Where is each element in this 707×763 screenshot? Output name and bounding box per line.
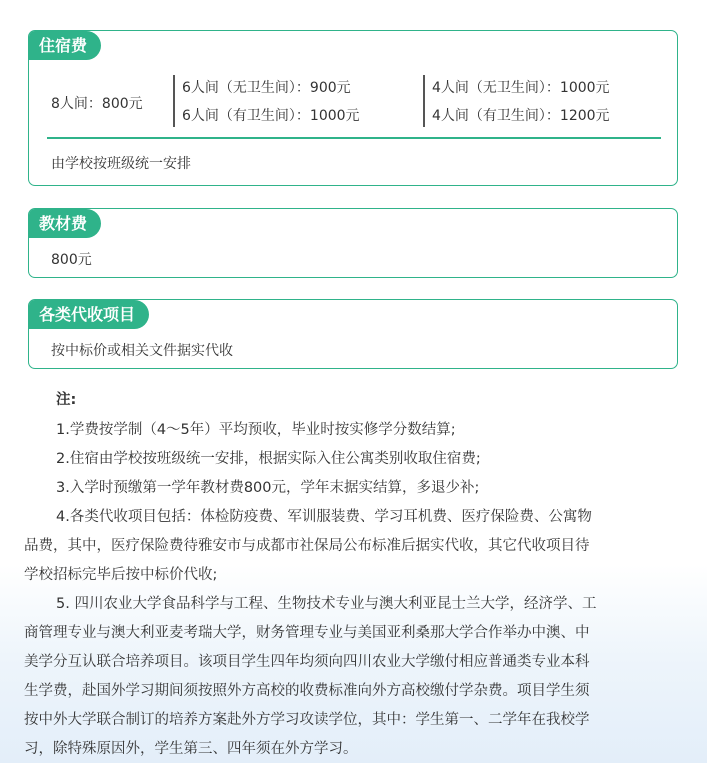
misc-value: 按中标价或相关文件据实代收 bbox=[51, 343, 233, 359]
accommodation-heading: 住宿费 bbox=[29, 31, 101, 60]
note-line: 4.各类代收项目包括：体检防疫费、军训服装费、学习耳机费、医疗保险费、公寓物 bbox=[56, 509, 592, 525]
accommodation-6-person-no-bath: 6人间（无卫生间）：900元 bbox=[182, 80, 351, 96]
note-line: 生学费，赴国外学习期间须按照外方高校的收费标准向外方高校缴付学杂费。项目学生须 bbox=[24, 683, 590, 699]
accommodation-4-person-no-bath: 4人间（无卫生间）：1000元 bbox=[432, 80, 610, 96]
misc-card bbox=[28, 299, 678, 369]
note-line: 品费，其中，医疗保险费待雅安市与成都市社保局公布标准后据实代收，其它代收项目待 bbox=[24, 538, 590, 554]
textbook-value: 800元 bbox=[51, 252, 92, 268]
accommodation-8-person: 8人间：800元 bbox=[51, 96, 143, 112]
divider bbox=[423, 75, 425, 127]
note-line: 按中外大学联合制订的培养方案赴外方学习攻读学位，其中：学生第一、二学年在我校学 bbox=[24, 712, 590, 728]
accommodation-card bbox=[28, 30, 678, 186]
note-line: 习，除特殊原因外，学生第三、四年须在外方学习。 bbox=[24, 741, 358, 757]
divider bbox=[47, 137, 661, 139]
note-line: 美学分互认联合培养项目。该项目学生四年均须向四川农业大学缴付相应普通类专业本科 bbox=[24, 654, 590, 670]
note-line: 1.学费按学制（4～5年）平均预收，毕业时按实修学分数结算; bbox=[56, 422, 456, 438]
accommodation-note: 由学校按班级统一安排 bbox=[51, 156, 191, 172]
note-line: 2.住宿由学校按班级统一安排，根据实际入住公寓类别收取住宿费; bbox=[56, 451, 481, 467]
textbook-card bbox=[28, 208, 678, 278]
note-line: 商管理专业与澳大利亚麦考瑞大学，财务管理专业与美国亚利桑那大学合作举办中澳、中 bbox=[24, 625, 590, 641]
textbook-heading: 教材费 bbox=[29, 209, 101, 238]
note-line: 5. 四川农业大学食品科学与工程、生物技术专业与澳大利亚昆士兰大学，经济学、工 bbox=[56, 596, 597, 612]
divider bbox=[173, 75, 175, 127]
accommodation-4-person-bath: 4人间（有卫生间）：1200元 bbox=[432, 108, 610, 124]
notes-title: 注: bbox=[56, 392, 77, 408]
note-line: 3.入学时预缴第一学年教材费800元，学年末据实结算，多退少补; bbox=[56, 480, 480, 496]
accommodation-6-person-bath: 6人间（有卫生间）：1000元 bbox=[182, 108, 360, 124]
misc-heading: 各类代收项目 bbox=[29, 300, 149, 329]
note-line: 学校招标完毕后按中标价代收; bbox=[24, 567, 218, 583]
